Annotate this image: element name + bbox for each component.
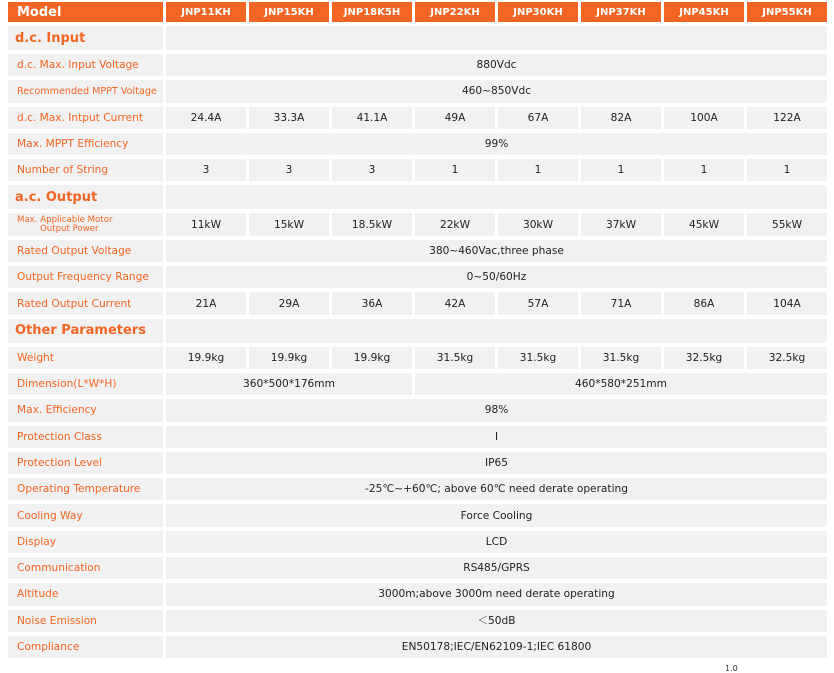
row-label-line1: Max. Applicable Motor [17,214,113,225]
spec-row [8,292,827,314]
cell-value: 104A [747,292,827,314]
cell-value: 33.3A [249,107,329,129]
model-header: JNP15KH [249,2,329,22]
row-value: 0~50/60Hz [166,266,827,288]
cell-value: 55kW [747,213,827,235]
row-value: ＜50dB [166,610,827,632]
row-label: Display [8,531,163,553]
row-label: Output Frequency Range [8,266,163,288]
row-label: Max. MPPT Efficiency [8,133,163,155]
row-value: 99% [166,133,827,155]
spec-row [8,266,827,288]
section-spacer [166,319,827,343]
spec-row [8,80,827,102]
section-title: Other Parameters [8,319,163,343]
cell-value: 37kW [581,213,661,235]
cell-value: 31.5kg [498,347,578,369]
spec-row [8,133,827,155]
model-header: JNP45KH [664,2,744,22]
cell-value: 32.5kg [664,347,744,369]
cell-value: 31.5kg [415,347,495,369]
spec-row [8,478,827,500]
row-value: RS485/GPRS [166,557,827,579]
spec-row [8,636,827,658]
row-value: 380~460Vac,three phase [166,240,827,262]
row-value: IP65 [166,452,827,474]
cell-value: 19.9kg [249,347,329,369]
row-value: 460*580*251mm [415,373,827,395]
row-label: Compliance [8,636,163,658]
cell-value: 82A [581,107,661,129]
spec-row [8,347,827,369]
row-label: Communication [8,557,163,579]
spec-row [8,399,827,421]
cell-value: 24.4A [166,107,246,129]
spec-row [8,213,827,235]
cell-value: 22kW [415,213,495,235]
cell-value: 86A [664,292,744,314]
cell-value: 67A [498,107,578,129]
cell-value: 49A [415,107,495,129]
cell-value: 29A [249,292,329,314]
cell-value: 1 [664,159,744,181]
header-row [8,2,827,22]
row-value: LCD [166,531,827,553]
cell-value: 19.9kg [166,347,246,369]
cell-value: 18.5kW [332,213,412,235]
row-label: Protection Level [8,452,163,474]
row-label: Rated Output Current [8,292,163,314]
row-value: I [166,426,827,448]
row-value: 3000m;above 3000m need derate operating [166,583,827,605]
footer-note: 1.0 [725,664,738,673]
section-spacer [166,185,827,209]
cell-value: 30kW [498,213,578,235]
spec-row [8,557,827,579]
cell-value: 11kW [166,213,246,235]
spec-row [8,54,827,76]
cell-value: 122A [747,107,827,129]
row-label: Recommended MPPT Voltage [8,80,163,102]
spec-table [5,0,830,662]
section-ac-output [8,185,827,209]
row-label: Altitude [8,583,163,605]
model-header: JNP11KH [166,2,246,22]
cell-value: 36A [332,292,412,314]
row-label: Number of String [8,159,163,181]
model-header: JNP55KH [747,2,827,22]
cell-value: 21A [166,292,246,314]
spec-row [8,159,827,181]
spec-row [8,240,827,262]
model-header: JNP22KH [415,2,495,22]
row-label: Max. Efficiency [8,399,163,421]
row-label: d.c. Max. Input Voltage [8,54,163,76]
spec-row [8,583,827,605]
section-title: d.c. Input [8,26,163,50]
cell-value: 1 [747,159,827,181]
spec-row [8,107,827,129]
section-dc-input [8,26,827,50]
row-label [8,213,163,235]
row-value: 880Vdc [166,54,827,76]
cell-value: 71A [581,292,661,314]
row-label: Operating Temperature [8,478,163,500]
row-label: d.c. Max. Intput Current [8,107,163,129]
model-header: JNP30KH [498,2,578,22]
row-value: Force Cooling [166,504,827,526]
cell-value: 100A [664,107,744,129]
cell-value: 1 [581,159,661,181]
section-spacer [166,26,827,50]
spec-row [8,452,827,474]
spec-row [8,426,827,448]
row-label: Dimension(L*W*H) [8,373,163,395]
cell-value: 1 [415,159,495,181]
row-value: 460~850Vdc [166,80,827,102]
cell-value: 45kW [664,213,744,235]
cell-value: 3 [166,159,246,181]
model-header: JNP37KH [581,2,661,22]
cell-value: 1 [498,159,578,181]
row-label-line2: Output Power [40,223,99,234]
section-title: a.c. Output [8,185,163,209]
row-label: Weight [8,347,163,369]
section-other-parameters [8,319,827,343]
spec-row [8,373,827,395]
cell-value: 42A [415,292,495,314]
cell-value: 3 [249,159,329,181]
model-header: JNP18K5H [332,2,412,22]
cell-value: 31.5kg [581,347,661,369]
spec-row [8,504,827,526]
cell-value: 19.9kg [332,347,412,369]
row-value: EN50178;IEC/EN62109-1;IEC 61800 [166,636,827,658]
cell-value: 15kW [249,213,329,235]
row-value: 360*500*176mm [166,373,412,395]
row-value: 98% [166,399,827,421]
cell-value: 57A [498,292,578,314]
spec-row [8,531,827,553]
row-label: Cooling Way [8,504,163,526]
row-label: Noise Emission [8,610,163,632]
spec-row [8,610,827,632]
row-value: -25℃~+60℃; above 60℃ need derate operating [166,478,827,500]
header-model-label: Model [8,2,163,22]
row-label: Rated Output Voltage [8,240,163,262]
row-label: Protection Class [8,426,163,448]
cell-value: 41.1A [332,107,412,129]
cell-value: 32.5kg [747,347,827,369]
cell-value: 3 [332,159,412,181]
